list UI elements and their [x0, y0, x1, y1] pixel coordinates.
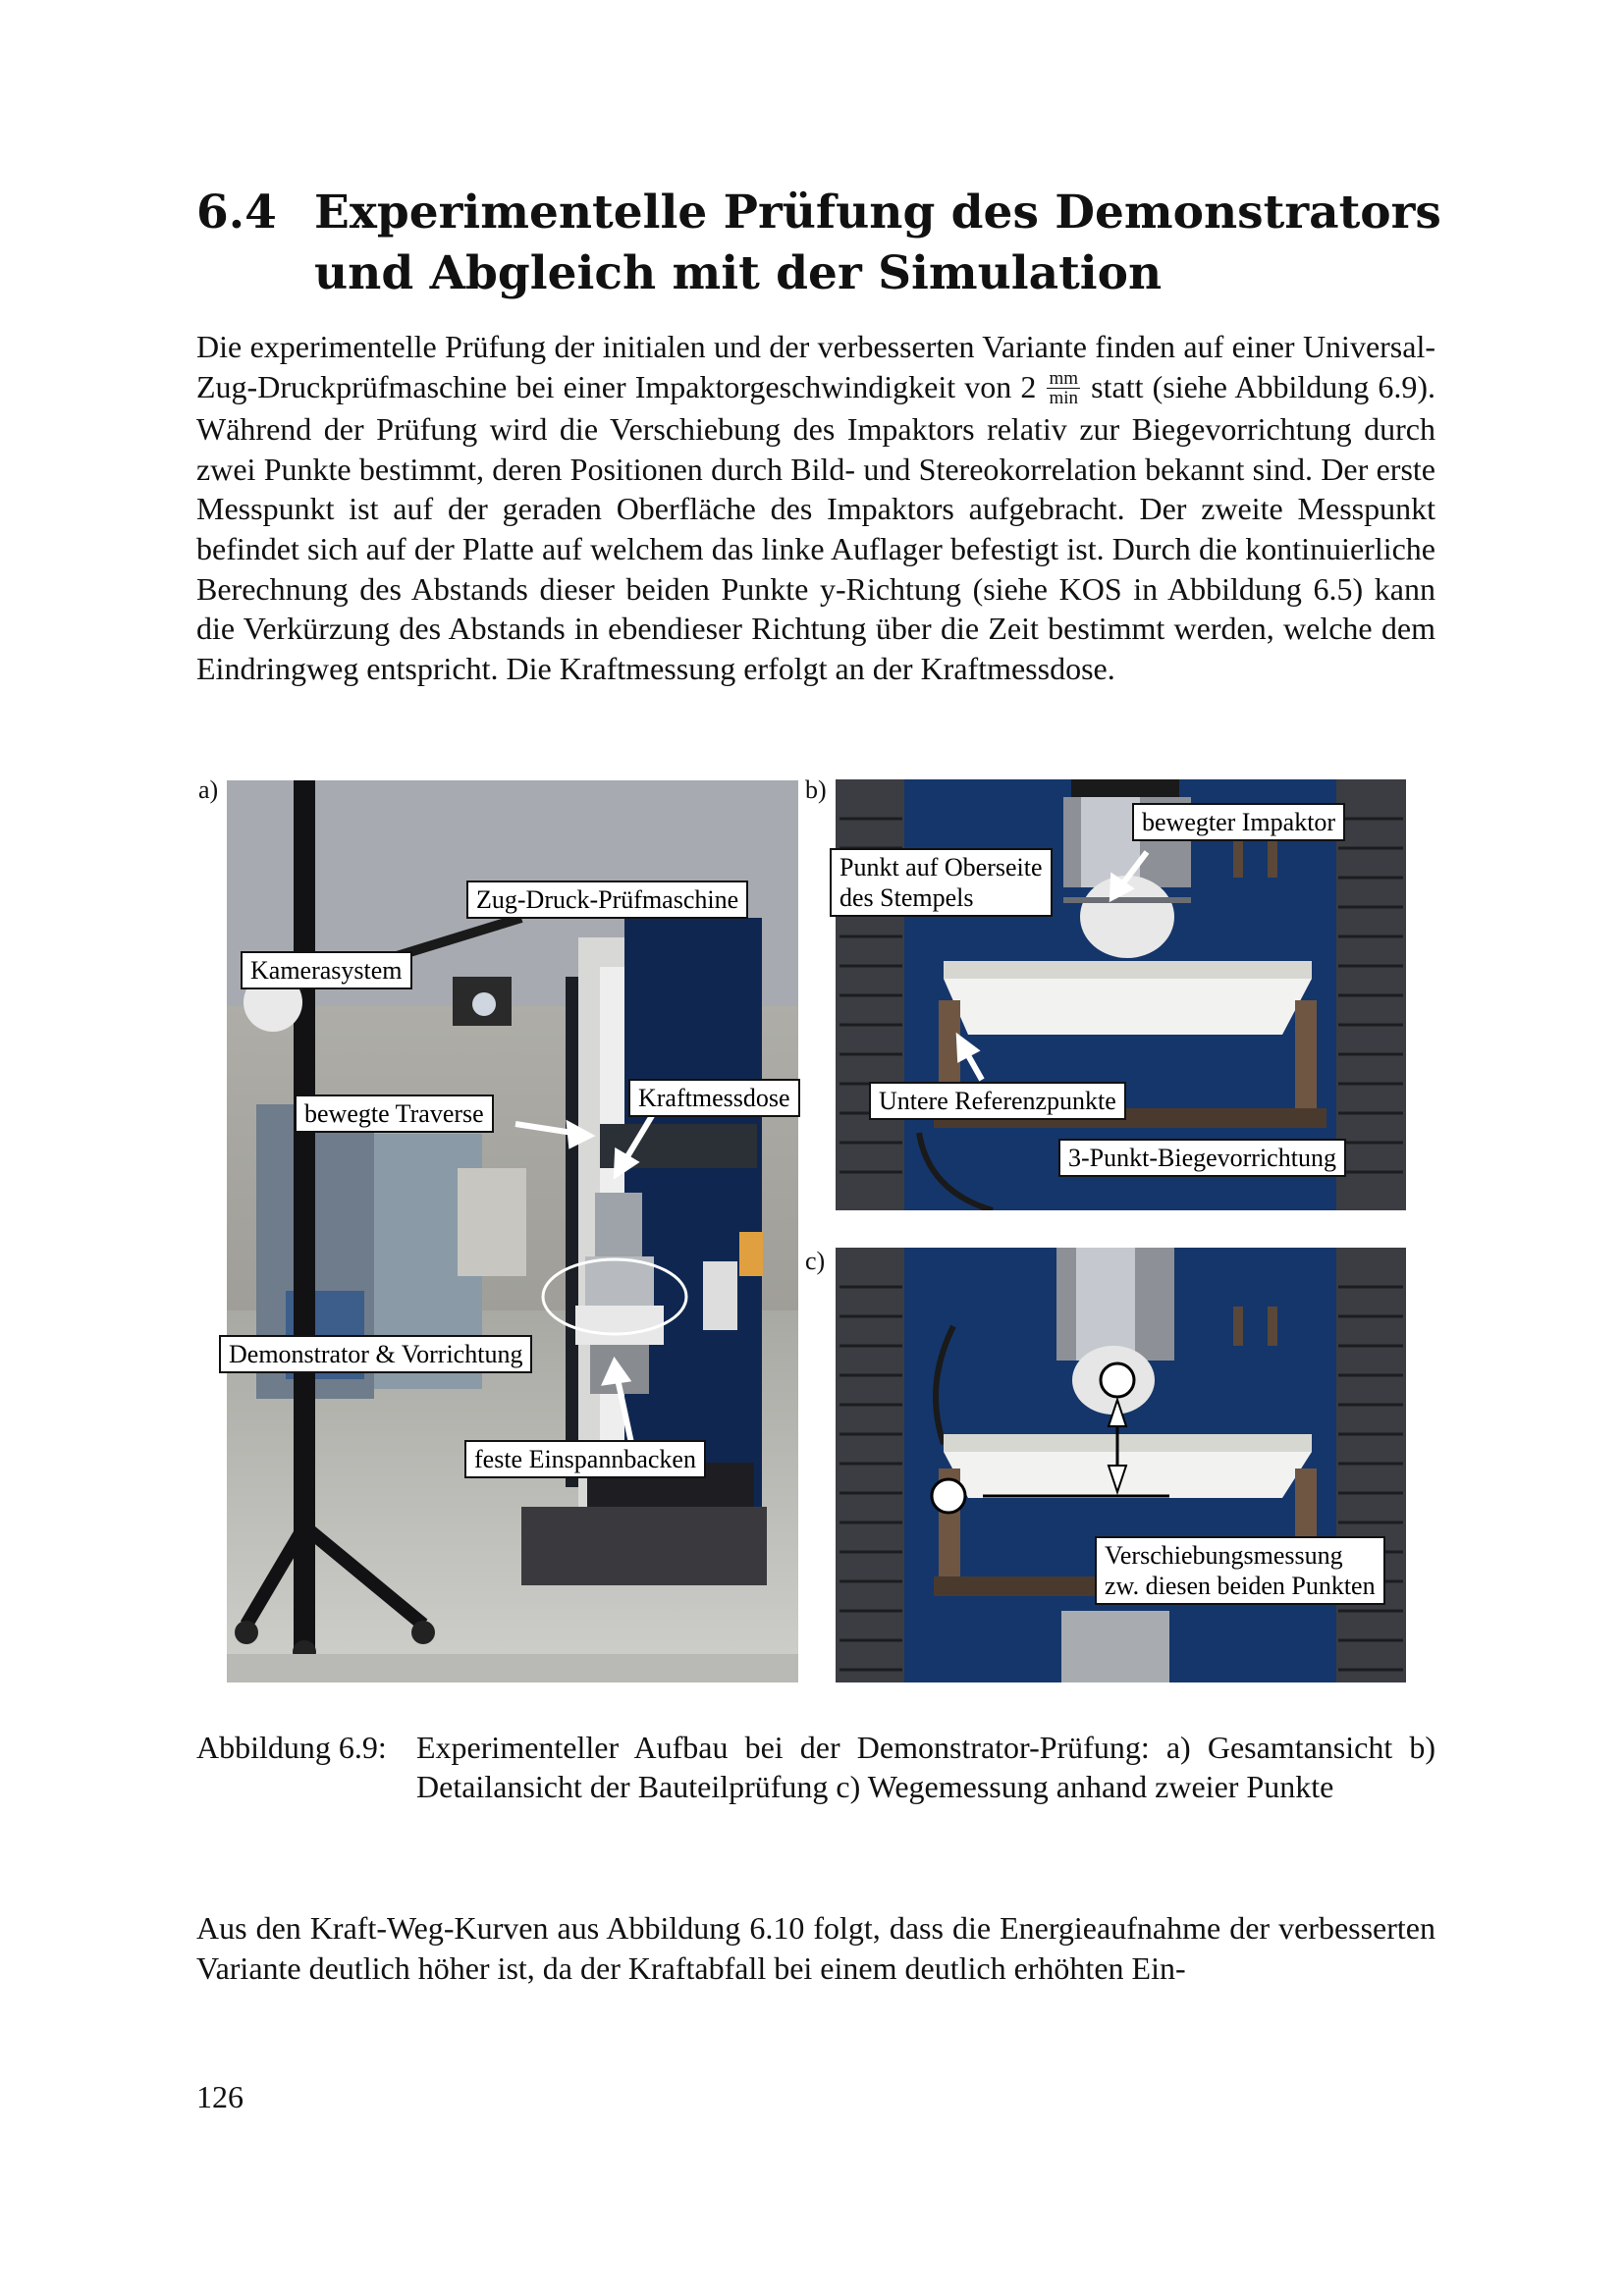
figure-caption-label: Abbildung 6.9: [196, 1730, 387, 1765]
arrow-refpoints-head-icon [959, 1039, 975, 1058]
panel-b-letter: b) [805, 775, 827, 804]
fraction-denominator: min [1049, 387, 1079, 408]
arrow-loadcell-head-icon [617, 1152, 634, 1174]
label-point-top [830, 848, 1053, 917]
label-bending-fixture: 3-Punkt-Biegevorrichtung [1058, 1139, 1346, 1177]
figure-caption-text: Experimenteller Aufbau bei der Demonstrator-Prüfung: a) Gesamtansicht b) Detailansicht der Bauteilprüfung c) Wegemessung anhand zweier Punkte [416, 1730, 1435, 1804]
label-camera: Kamerasystem [241, 951, 412, 989]
label-displacement-line2: zw. diesen beiden Punkten [1105, 1572, 1376, 1600]
label-jaws: feste Einspannbacken [464, 1440, 706, 1478]
panel-a-letter: a) [198, 775, 219, 804]
label-machine: Zug-Druck-Prüfmaschine [466, 881, 748, 919]
body-paragraph-2: Aus den Kraft-Weg-Kurven aus Abbildung 6.10 folgt, dass die Energieaufnahme der verbesserten Variante deutlich höher ist, da der Kraftabfall bei einem deutlich erhöhten Ein- [196, 1910, 1435, 1986]
label-ref-points: Untere Referenzpunkte [869, 1082, 1126, 1120]
label-displacement [1095, 1536, 1385, 1605]
section-title: Experimentelle Prüfung des Demonstrators und Abgleich mit der Simulation [314, 186, 1441, 300]
label-loadcell: Kraftmessdose [628, 1079, 800, 1117]
panel-c-letter: c) [805, 1247, 826, 1275]
label-point-top-line1: Punkt auf Oberseite [839, 853, 1043, 881]
arrow-jaws-head-icon [606, 1362, 626, 1382]
paragraph-text-end: statt (siehe Abbildung 6.9). Während der Prüfung wird die Verschiebung des Impaktors relativ zur Biegevorrichtung durch zwei Punkte bestimmt, deren Positionen durch Bild- und Stereokorrelation bekannt sind. Der erste Messpunkt ist auf der geraden Oberfläche des Impaktors aufgebracht. Der zweite Messpunkt befindet sich auf der Platte auf welchem das linke Auflager befestigt ist. Durch die kontinuierliche Berechnung des Abstands dieser beiden Punkte y-Richtung (siehe KOS in Abbildung 6.5) kann die Verkürzung des Abstands in ebendieser Richtung über die Zeit bestimmt werden, welche dem Eindringweg entspricht. Die Kraftmessung erfolgt an der Kraftmessdose. [196, 368, 1435, 687]
arrow-jaws [617, 1374, 631, 1443]
fraction-numerator: mm [1049, 367, 1079, 389]
paragraph-text-start: Die experimentelle Prüfung der initialen und der verbesserten Variante finden auf einer Universal-Zug-Druckprüfmaschine bei einer Impaktorgeschwindigkeit von 2 [196, 329, 1435, 404]
label-point-top-line2: des Stempels [839, 883, 974, 912]
section-number: 6.4 [196, 186, 277, 240]
label-demonstrator: Demonstrator & Vorrichtung [219, 1335, 532, 1373]
label-crosshead: bewegte Traverse [295, 1095, 494, 1133]
page-number: 126 [196, 2079, 244, 2114]
label-displacement-line1: Verschiebungsmessung [1105, 1541, 1343, 1570]
arrow-traverse-head-icon [569, 1125, 589, 1145]
label-impactor: bewegter Impaktor [1132, 803, 1345, 841]
